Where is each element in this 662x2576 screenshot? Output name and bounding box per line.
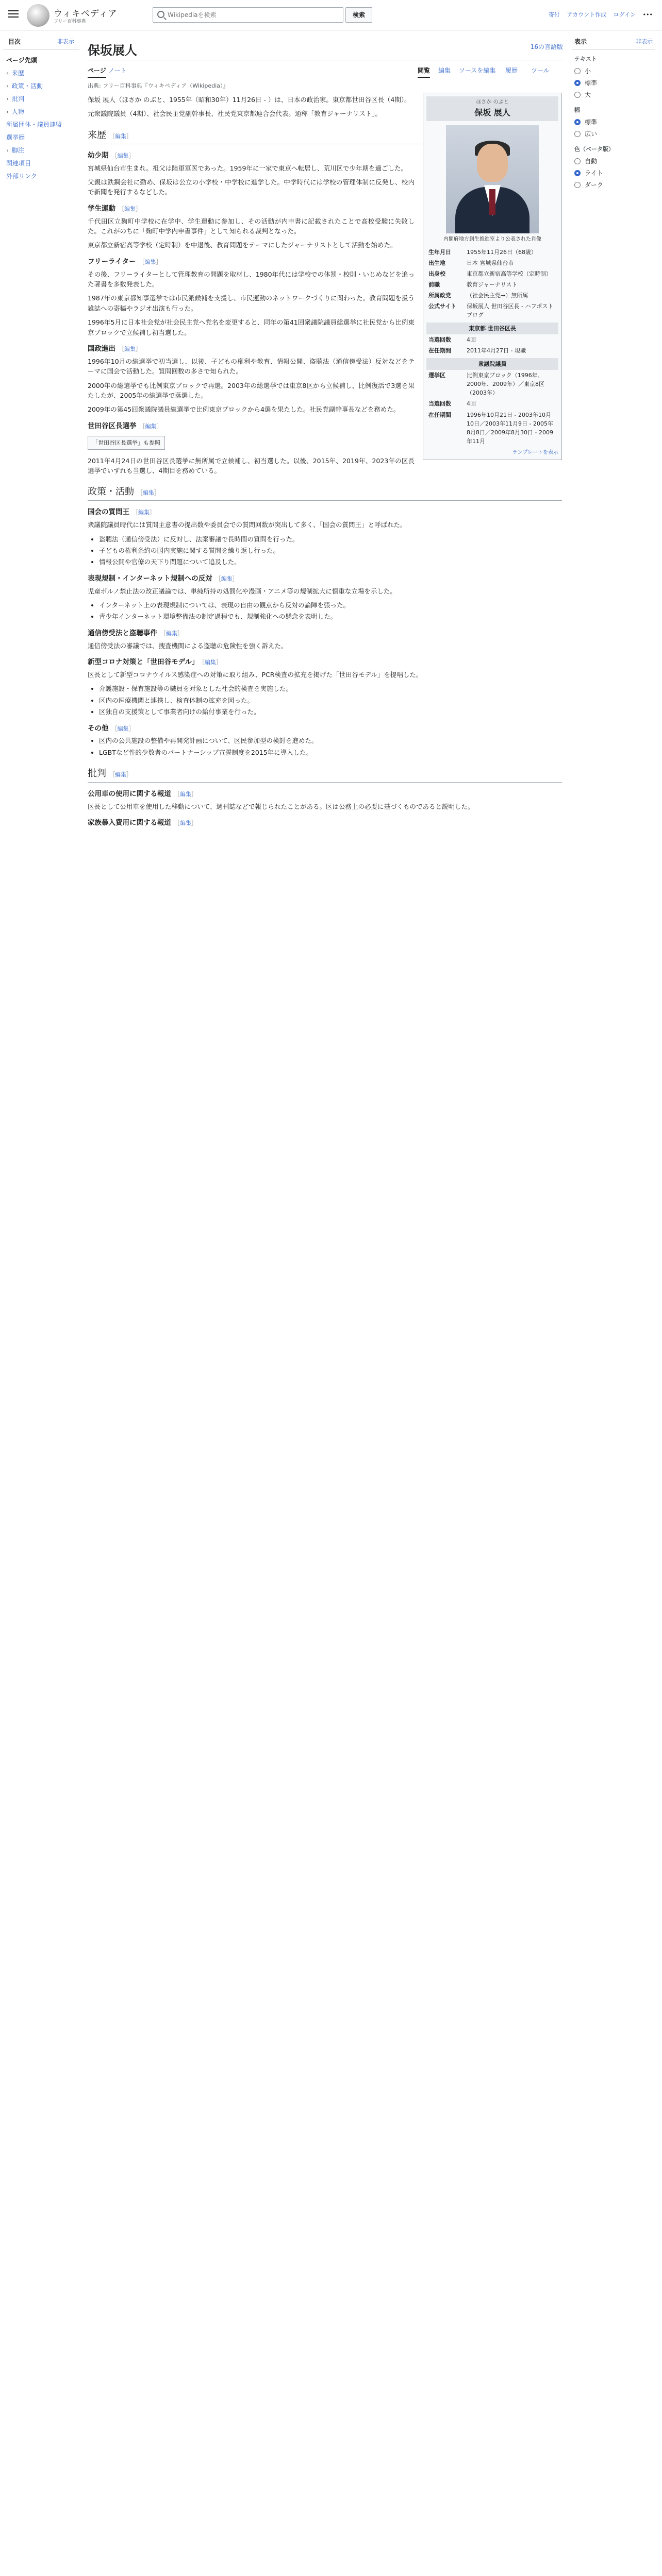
tab-edit-source[interactable]: ソースを編集: [459, 67, 496, 74]
edit-section-link[interactable]: ［編集］: [111, 152, 135, 159]
radio-label: ライト: [585, 170, 603, 177]
edit-label[interactable]: 編集: [117, 152, 129, 159]
edit-label[interactable]: 編集: [138, 509, 150, 516]
edit-section-link[interactable]: ［編集］: [215, 575, 238, 582]
infobox-table: [426, 247, 558, 320]
tab-edit[interactable]: 編集: [438, 67, 451, 74]
edit-section-link[interactable]: ［編集］: [109, 132, 132, 140]
list-item: • 情報公開や官僚の天下り問題について追及した。: [99, 557, 562, 567]
list-item: • インターネット上の表現規制については、表現の自由の観点から反対の論陣を張った。: [99, 600, 562, 610]
radio-button-icon[interactable]: [574, 80, 581, 86]
tab-article[interactable]: ページ: [88, 66, 106, 78]
infobox-row: [426, 290, 558, 301]
infobox-value: 東京都立新宿高等学校（定時制）: [467, 270, 552, 277]
paragraph: 児童ポルノ禁止法の改正議論では、単純所持の処罰化や漫画・アニメ等の規制拡大に慎重な立場を示した。: [88, 587, 396, 595]
edit-label[interactable]: 編集: [166, 630, 177, 637]
infobox-key: 出身校: [428, 270, 445, 277]
infobox-key: 出生地: [428, 259, 445, 266]
list-item: • 区内の医療機関と連携し、検査体制の拡充を図った。: [99, 696, 562, 705]
edit-section-link[interactable]: ［編集］: [109, 771, 132, 778]
paragraph: 千代田区立麹町中学校に在学中、学生運動に参加し、その活動が内申書に記載されたことで高校受験に失敗した。これがのちに「麹町中学内申書事件」として知られる裁判となった。: [88, 217, 415, 235]
create-account-link[interactable]: アカウント作成: [567, 11, 607, 18]
infobox-key: 在任期間: [428, 411, 451, 418]
section-heading: [88, 485, 562, 501]
subsection-title: フリーライター: [88, 257, 136, 266]
color-label: 色（ベータ版）: [574, 146, 614, 152]
color-options: [572, 155, 655, 191]
infobox-row: [426, 301, 558, 320]
paragraph: 1996年5月に日本社会党が社会民主党へ党名を変更すると、同年の第41回衆議院議員総選挙に社民党から比例東京ブロックで立候補し初当選した。: [88, 318, 415, 336]
radio-option[interactable]: [572, 179, 655, 191]
bullet-list: [99, 600, 562, 622]
edit-section-link[interactable]: ［編集］: [139, 258, 162, 265]
subsection-title: 通信傍受法と盗聴事件: [88, 629, 157, 637]
infobox-key: 在任期間: [428, 347, 451, 354]
radio-label: 広い: [585, 130, 598, 138]
subsection-heading: [88, 507, 562, 518]
toc-item[interactable]: 関連項目: [6, 160, 31, 167]
radio-label: 小: [585, 67, 591, 75]
radio-option[interactable]: [572, 77, 655, 89]
radio-label: 標準: [585, 118, 598, 126]
infobox-key: 生年月日: [428, 248, 451, 256]
page-tabs: [88, 63, 562, 77]
tab-talk[interactable]: ノート: [108, 67, 127, 74]
radio-label: 標準: [585, 79, 598, 87]
paragraph: 区長として公用車を使用した移動について、週刊誌などで報じられたことがある。区は公務上の必要に基づくものであると説明した。: [88, 802, 474, 810]
infobox-section-title: 衆議院議員: [426, 358, 558, 370]
infobox-section-table: [426, 334, 558, 356]
radio-button-icon[interactable]: [574, 92, 581, 98]
toc-list: [0, 49, 82, 187]
toc-item[interactable]: › 脚注: [6, 144, 76, 157]
edit-section-link[interactable]: ［編集］: [174, 791, 197, 798]
subsection-title: その他: [88, 724, 109, 733]
tab-tools[interactable]: ツール: [531, 67, 550, 74]
edit-section-link[interactable]: ［編集］: [137, 489, 160, 497]
subsection-heading: [88, 723, 562, 734]
see-also-note[interactable]: 「世田谷区長選挙」も参照: [88, 436, 165, 450]
section-title: 政策・活動: [88, 486, 134, 498]
paragraph: 2011年4月24日の世田谷区長選挙に無所属で立候補し、初当選した。以後、2015年、2019年、2023年の区長選挙でいずれも当選し、4期目を務めている。: [88, 456, 415, 475]
infobox-header: [426, 96, 558, 121]
infobox-name: 保坂 展人: [474, 107, 510, 117]
login-link[interactable]: ログイン: [613, 11, 636, 18]
paragraph: その後、フリーライターとして管理教育の問題を取材し、1980年代には学校での体罰・校則・いじめなどを追った著書を多数発表した。: [88, 270, 415, 289]
edit-label[interactable]: 編集: [115, 771, 126, 778]
paragraph: 東京都立新宿高等学校（定時制）を中退後、教育問題をテーマにしたジャーナリストとして活動を始めた。: [88, 241, 397, 249]
edit-section-link[interactable]: ［編集］: [139, 422, 162, 430]
radio-option[interactable]: [572, 167, 655, 179]
radio-label: 大: [585, 91, 591, 98]
lead-paragraph: 保坂 展人（ほさか のぶと、1955年（昭和30年）11月26日 - ）は、日本の政治家。東京都世田谷区長（4期）。: [88, 96, 411, 104]
edit-label[interactable]: 編集: [115, 132, 126, 140]
infobox-value: 教育ジャーナリスト: [467, 281, 518, 288]
tab-history[interactable]: 履歴: [505, 67, 518, 74]
infobox-value: 比例東京ブロック（1996年、2000年、2009年）／東京8区（2003年）: [467, 372, 544, 397]
article-body: [88, 93, 562, 831]
infobox-value: 保坂展人 世田谷区長 - ハフポスト ブログ: [467, 303, 554, 319]
lead-paragraph: 元衆議院議員（4期）、社会民主党副幹事長、社民党東京都連合会代表。通称「教育ジャーナリスト」。: [88, 110, 382, 118]
portrait-caption: 内閣府地方創生推進室より公表された肖像: [443, 236, 541, 243]
infobox-row: [426, 258, 558, 268]
list-item: • 子どもの権利条約の国内実施に関する質問を繰り返し行った。: [99, 546, 562, 555]
toc-item[interactable]: ページ先頭: [6, 57, 37, 64]
list-item: • 盗聴法（通信傍受法）に反対し、法案審議で長時間の質問を行った。: [99, 534, 562, 544]
paragraph: 1996年10月の総選挙で初当選し、以後、子どもの権利や教育、情報公開、盗聴法（通信傍受法）反対などをテーマに国会で活動した。質問回数の多さで知られた。: [88, 357, 415, 376]
paragraph: 通信傍受法の審議では、捜査機関による盗聴の危険性を強く訴えた。: [88, 641, 288, 650]
infobox: [423, 93, 562, 460]
text-size-label: テキスト: [574, 56, 597, 62]
infobox-value: 1955年11月26日（68歳）: [467, 248, 537, 256]
edit-section-link[interactable]: ［編集］: [133, 509, 155, 516]
toc-item[interactable]: 選挙歴: [6, 134, 25, 141]
radio-button-icon[interactable]: [574, 158, 581, 164]
appearance-title: 表示: [574, 38, 587, 45]
infobox-key: 当選回数: [428, 336, 451, 344]
edit-label[interactable]: 編集: [143, 489, 154, 497]
subsection-heading: [88, 628, 562, 639]
toc-item[interactable]: 所属団体・議員連盟: [6, 121, 62, 128]
paragraph: 宮城県仙台市生まれ。祖父は陸軍軍医であった。1959年に一家で東京へ転居し、荒川区で少年期を過ごした。: [88, 164, 407, 172]
edit-section-link[interactable]: ［編集］: [119, 205, 141, 212]
infobox-row: [426, 410, 558, 447]
wordmark[interactable]: ウィキペディア: [54, 9, 118, 19]
infobox-row: [426, 398, 558, 409]
appearance-sidebar: [572, 31, 655, 191]
subsection-title: 国会の質問王: [88, 508, 129, 517]
paragraph: 父親は鉄鋼会社に勤め、保坂は公立の小学校・中学校に進学した。中学時代には学校の管理体制に反発し、校内で新聞を発行するなどした。: [88, 178, 415, 196]
infobox-value: 4回: [467, 336, 476, 344]
toc-hide-button[interactable]: 非表示: [57, 38, 74, 45]
toc-item[interactable]: › 批判: [6, 92, 76, 105]
infobox-key: 公式サイト: [428, 303, 457, 310]
list-item: • 介護施設・保育施設等の職員を対象とした社会的検査を実施した。: [99, 684, 562, 693]
language-button[interactable]: 16の言語版: [530, 43, 563, 50]
infobox-row: [426, 247, 558, 258]
main-menu-button[interactable]: [7, 8, 20, 21]
list-item: • 区独自の支援策として事業者向けの給付事業を行った。: [99, 707, 562, 717]
width-label: 幅: [574, 107, 580, 113]
toc-item[interactable]: › 政策・活動: [6, 79, 76, 92]
edit-section-link[interactable]: ［編集］: [160, 630, 183, 637]
more-menu-icon[interactable]: •••: [642, 11, 653, 18]
infobox-key: 当選回数: [428, 400, 451, 408]
page-title: 保坂展人: [88, 43, 137, 58]
infobox-section-table: [426, 370, 558, 446]
paragraph: 2009年の第45回衆議院議員総選挙で比例東京ブロックから4選を果たした。社民党副幹事長などを務めた。: [88, 405, 400, 414]
donate-link[interactable]: 寄付: [548, 11, 560, 18]
paragraph: 衆議院議員時代には質問主意書の提出数や委員会での質問回数が突出して多く、「国会の質問王」と呼ばれた。: [88, 521, 407, 529]
infobox-key: 選挙区: [428, 372, 445, 379]
edit-label[interactable]: 編集: [117, 725, 129, 732]
subsection-heading: [88, 789, 562, 800]
edit-label[interactable]: 編集: [221, 575, 233, 582]
edit-section-link[interactable]: ［編集］: [119, 345, 141, 352]
infobox-ruby: ほさか のぶと: [476, 99, 509, 105]
appearance-hide-button[interactable]: 非表示: [636, 38, 653, 45]
search-box[interactable]: [153, 7, 343, 23]
subsection-heading: [88, 573, 562, 584]
radio-option[interactable]: [572, 155, 655, 167]
infobox-row: [426, 268, 558, 279]
edit-label[interactable]: 編集: [124, 345, 136, 352]
search-icon: [157, 11, 164, 18]
wikipedia-logo-icon[interactable]: [27, 4, 49, 27]
infobox-row: [426, 334, 558, 345]
template-link[interactable]: テンプレートを表示: [512, 449, 558, 455]
edit-label[interactable]: 編集: [124, 205, 136, 212]
portrait-image[interactable]: [446, 125, 539, 233]
infobox-value: （社会民主党→）無所属: [467, 292, 528, 299]
radio-option[interactable]: [572, 89, 655, 100]
user-links: [543, 10, 653, 19]
radio-button-icon[interactable]: [574, 170, 581, 176]
list-item: • 区内の公共施設の整備や再開発計画について、区民参加型の検討を進めた。: [99, 736, 562, 745]
site-header: [0, 0, 662, 31]
infobox-section-title: 東京都 世田谷区長: [426, 323, 558, 334]
width-options: [572, 116, 655, 140]
infobox-sections: [426, 323, 558, 447]
edit-section-link[interactable]: ［編集］: [202, 659, 222, 666]
paragraph: 1987年の東京都知事選挙では市民派候補を支援し、市民運動のネットワークづくりに関わった。教育問題を扱う雑誌への寄稿やラジオ出演も行った。: [88, 294, 415, 312]
radio-option[interactable]: [572, 65, 655, 77]
edit-label[interactable]: 編集: [204, 659, 216, 666]
subsection-title: 公用車の使用に関する報道: [88, 790, 171, 799]
edit-section-link[interactable]: ［編集］: [111, 725, 135, 732]
edit-label[interactable]: 編集: [180, 791, 191, 798]
infobox-row: [426, 370, 558, 398]
tab-read[interactable]: 閲覧: [418, 66, 430, 78]
toc-title: 目次: [8, 38, 21, 45]
list-item: • 青少年インターネット環境整備法の制定過程でも、規制強化への懸念を表明した。: [99, 612, 562, 621]
paragraph: 区長として新型コロナウイルス感染症への対策に取り組み、PCR検査の拡充を掲げた「世田谷モデル」を提唱した。: [88, 671, 423, 679]
toc-item[interactable]: › 来歴: [6, 66, 76, 79]
toc-item[interactable]: 外部リンク: [6, 173, 37, 180]
subsection-title: 表現規制・インターネット規制への反対: [88, 574, 212, 583]
radio-option[interactable]: [572, 116, 655, 128]
section-title: 批判: [88, 768, 106, 779]
edit-label[interactable]: 編集: [144, 258, 156, 265]
infobox-value: 1996年10月21日 - 2003年10月10日／2003年11月9日 - 2005年8月8日／2009年8月30日 - 2009年11月: [467, 411, 553, 445]
subsection-title: 新型コロナ対策と「世田谷モデル」: [88, 658, 199, 667]
infobox-value: 2011年4月27日 - 現職: [467, 347, 526, 354]
radio-label: 自動: [585, 158, 598, 165]
infobox-value: 4回: [467, 400, 476, 408]
bullet-list: [99, 736, 562, 757]
subsection-title: 家族暴入費用に関する報道: [88, 819, 171, 827]
radio-label: ダーク: [585, 181, 604, 189]
subsection-title: 国政進出: [88, 344, 115, 353]
toc-item[interactable]: › 人物: [6, 105, 76, 118]
subsection-title: 幼少期: [88, 151, 109, 160]
infobox-key: 前職: [428, 281, 440, 288]
radio-option[interactable]: [572, 128, 655, 140]
list-item: • LGBTなど性的少数者のパートナーシップ宣誓制度を2015年に導入した。: [99, 748, 562, 757]
edit-section-link[interactable]: ［編集］: [174, 820, 197, 827]
infobox-key: 所属政党: [428, 292, 451, 299]
subsection-heading: [88, 818, 562, 828]
toc-sidebar: [0, 31, 82, 187]
infobox-value: 日本 宮城県仙台市: [467, 259, 514, 266]
subsection-title: 世田谷区長選挙: [88, 421, 137, 430]
subsection-title: 学生運動: [88, 204, 115, 213]
infobox-row: [426, 345, 558, 356]
radio-button-icon[interactable]: [574, 68, 581, 74]
radio-button-icon[interactable]: [574, 131, 581, 137]
bullet-list: [99, 684, 562, 717]
source-line: 出典: フリー百科事典『ウィキペディア（Wikipedia）』: [88, 82, 229, 89]
text-size-options: [572, 65, 655, 100]
search-button[interactable]: 検索: [345, 7, 372, 23]
radio-button-icon[interactable]: [574, 182, 581, 188]
search-input[interactable]: [168, 10, 338, 20]
subsection-heading: [88, 657, 562, 668]
infobox-row: [426, 279, 558, 290]
bullet-list: [99, 534, 562, 567]
section-title: 来歴: [88, 129, 106, 141]
edit-label[interactable]: 編集: [180, 820, 191, 827]
edit-label[interactable]: 編集: [145, 422, 157, 430]
section-heading: [88, 767, 562, 783]
tagline: フリー百科事典: [54, 19, 86, 24]
radio-button-icon[interactable]: [574, 119, 581, 125]
paragraph: 2000年の総選挙でも比例東京ブロックで再選。2003年の総選挙では東京8区から立候補し、比例復活で3選を果たしたが、2005年の総選挙で落選した。: [88, 381, 415, 399]
